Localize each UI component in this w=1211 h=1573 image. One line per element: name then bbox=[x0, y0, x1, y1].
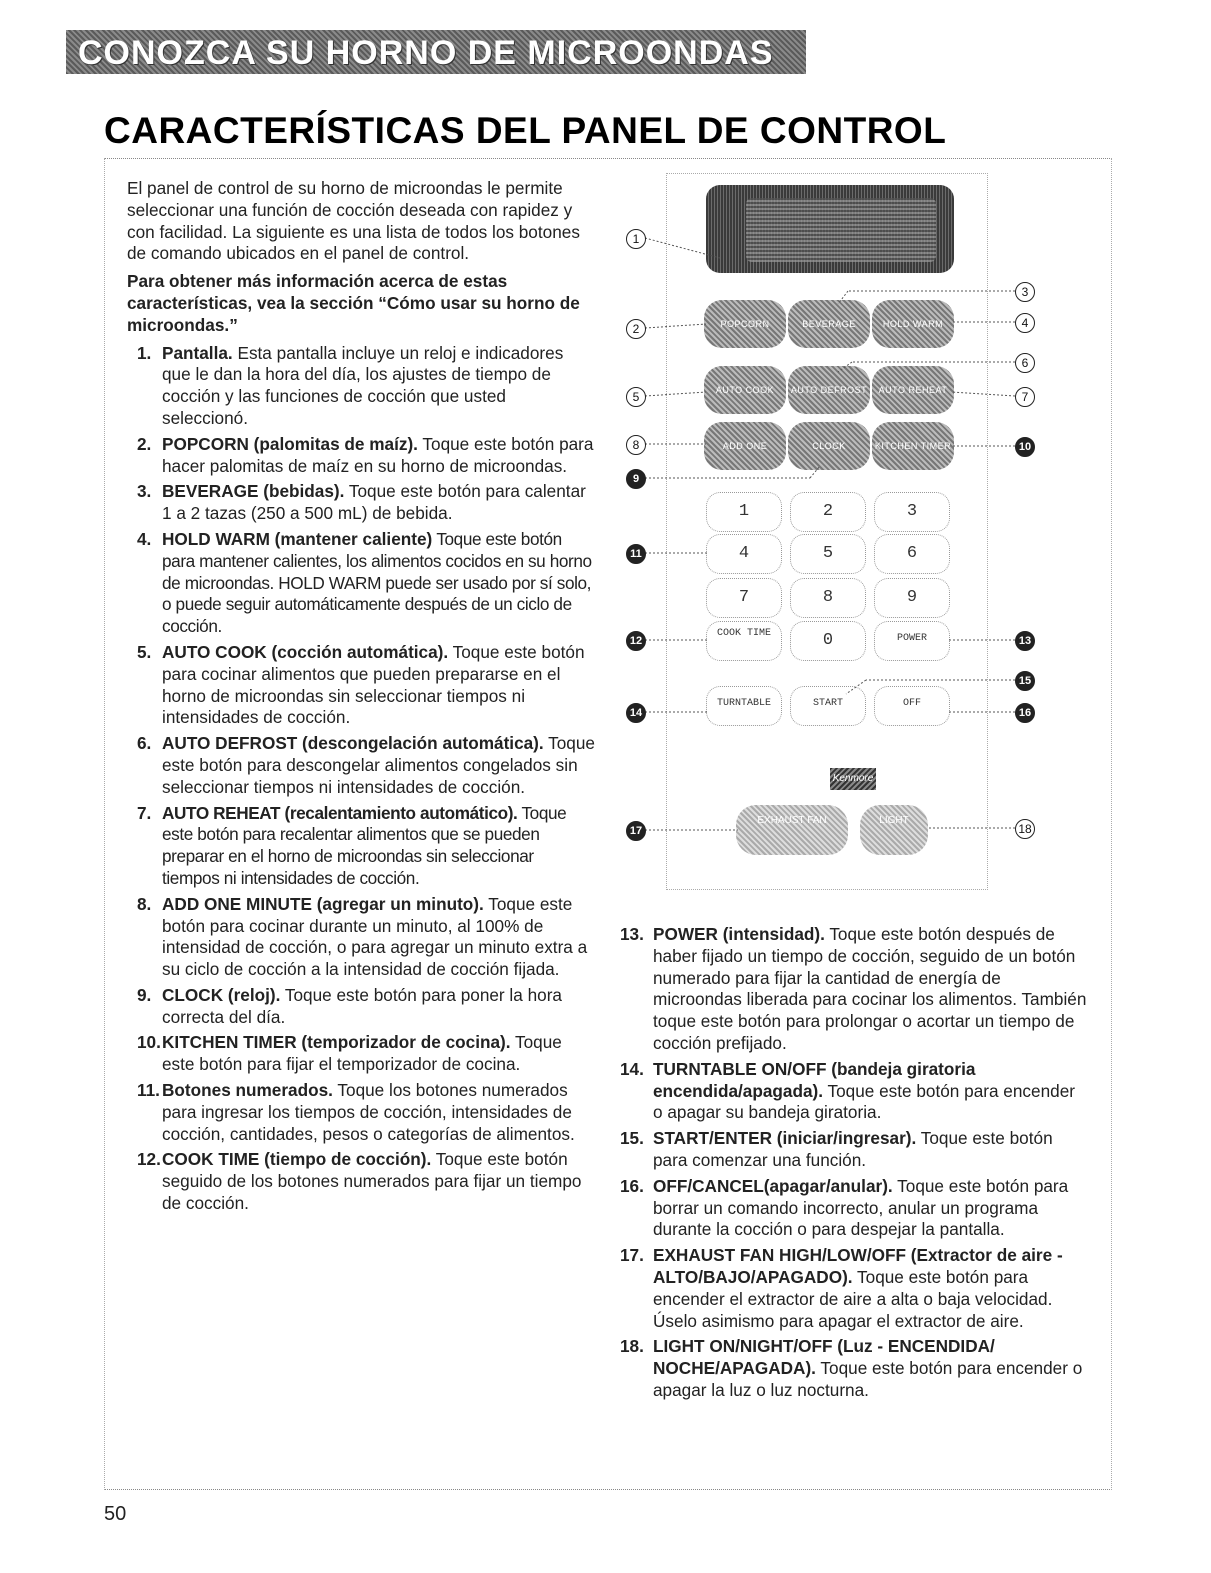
page-title: CARACTERÍSTICAS DEL PANEL DE CONTROL bbox=[104, 110, 947, 151]
list-item: 9. CLOCK (reloj). Toque este botón para poner la hora correcta del día. bbox=[137, 984, 562, 1027]
callout-11: 11 bbox=[626, 544, 646, 564]
hold-warm-key: HOLD WARM bbox=[872, 300, 954, 348]
power-key: POWER bbox=[874, 621, 950, 661]
key-4: 4 bbox=[706, 534, 782, 574]
list-item: 17. EXHAUST FAN HIGH/LOW/OFF (Extractor de aire - ALTO/BAJO/APAGADO). Toque este botón para encender el extractor de aire a alta o baja velocidad. Úselo asimismo para apagar el extractor de aire. bbox=[620, 1245, 1063, 1331]
key-9: 9 bbox=[874, 578, 950, 618]
list-item: 11. Botones numerados. Toque los botones numerados para ingresar los tiempos de cocción, intensidades de cocción, cantidades, pesos o categorías de alimentos. bbox=[137, 1080, 575, 1144]
list-item: 5. AUTO COOK (cocción automática). Toque este botón para cocinar alimentos que pueden prepararse en el horno de microondas sin seleccionar tiempos ni intensidades de cocción. bbox=[137, 641, 585, 728]
callout-5: 5 bbox=[626, 387, 646, 407]
off-key: OFF bbox=[874, 686, 950, 726]
list-item: 10. KITCHEN TIMER (temporizador de cocina). Toque este botón para fijar el temporizador de cocina. bbox=[137, 1032, 562, 1075]
kenmore-logo: Kenmore bbox=[830, 768, 876, 790]
key-3: 3 bbox=[874, 492, 950, 532]
key-2: 2 bbox=[790, 492, 866, 532]
auto-defrost-key: AUTO DEFROST bbox=[788, 366, 870, 414]
add-one-minute-key: ADD ONE MINUTE bbox=[704, 422, 786, 470]
key-5: 5 bbox=[790, 534, 866, 574]
list-item: 13. POWER (intensidad). Toque este botón después de haber fijado un tiempo de cocción, seguido de un botón numerado para fijar la cantidad de energía de microondas liberada para cocinar los alimentos. También toque este botón para prolongar o acortar un tiempo de cocción prefijado. bbox=[620, 924, 1087, 1053]
list-item: 14. TURNTABLE ON/OFF (bandeja giratoria encendida/apagada). Toque este botón para encender o apagar su bandeja giratoria. bbox=[620, 1058, 1075, 1123]
callout-18: 18 bbox=[1015, 819, 1035, 839]
list-item: 1. Pantalla. Esta pantalla incluye un reloj e indicadores que le dan la hora del día, los ajustes de tiempo de cocción y las funciones de cocción que usted seleccionó. bbox=[137, 342, 564, 428]
callout-8: 8 bbox=[626, 435, 646, 455]
popcorn-key: POPCORN bbox=[704, 300, 786, 348]
callout-9: 9 bbox=[626, 469, 646, 489]
light-key: LIGHT bbox=[860, 805, 928, 855]
callout-16: 16 bbox=[1015, 703, 1035, 723]
key-7: 7 bbox=[706, 578, 782, 618]
clock-key: CLOCK bbox=[788, 422, 870, 470]
list-item: 16. OFF/CANCEL(apagar/anular). Toque este botón para borrar un comando incorrecto, anular un programa durante la cocción o para despejar la pantalla. bbox=[620, 1175, 1069, 1240]
auto-reheat-key: AUTO REHEAT bbox=[872, 366, 954, 414]
callout-4: 4 bbox=[1015, 313, 1035, 333]
callout-14: 14 bbox=[626, 703, 646, 723]
list-item: 18. LIGHT ON/NIGHT/OFF (Luz - ENCENDIDA/ NOCHE/APAGADA). Toque este botón para encender o apagar la luz o luz nocturna. bbox=[620, 1336, 1083, 1400]
turntable-key: TURNTABLE bbox=[706, 686, 782, 726]
callout-13: 13 bbox=[1015, 631, 1035, 651]
key-0: 0 bbox=[790, 621, 866, 661]
list-item: 3. BEVERAGE (bebidas). Toque este botón para calentar 1 a 2 tazas (250 a 500 mL) de bebida. bbox=[137, 481, 586, 524]
intro-paragraph: El panel de control de su horno de microondas le permite seleccionar una función de cocción deseada con rapidez y con facilidad. La siguiente es una lista de todos los botones de comando ubicados en el panel de control. bbox=[127, 178, 580, 264]
callout-12: 12 bbox=[626, 631, 646, 651]
list-item: 2. POPCORN (palomitas de maíz). Toque este botón para hacer palomitas de maíz en su horno de microondas. bbox=[137, 433, 594, 476]
callout-6: 6 bbox=[1015, 353, 1035, 373]
auto-cook-key: AUTO COOK bbox=[704, 366, 786, 414]
page-number: 50 bbox=[104, 1503, 127, 1525]
key-8: 8 bbox=[790, 578, 866, 618]
callout-17: 17 bbox=[626, 821, 646, 841]
kitchen-timer-key: KITCHEN TIMER bbox=[872, 422, 954, 470]
callout-15: 15 bbox=[1015, 671, 1035, 691]
list-item: 12. COOK TIME (tiempo de cocción). Toque este botón seguido de los botones numerados para fijar un tiempo de cocción. bbox=[137, 1149, 582, 1214]
callout-10: 10 bbox=[1015, 437, 1035, 457]
list-item: 6. AUTO DEFROST (descongelación automática). Toque este botón para descongelar alimentos congelados sin seleccionar tiempos ni intensidades de cocción. bbox=[137, 733, 595, 797]
section-banner-text: CONOZCA SU HORNO DE MICROONDAS bbox=[78, 34, 774, 72]
callout-2: 2 bbox=[626, 319, 646, 339]
list-item: 4. HOLD WARM (mantener caliente) Toque este botón para mantener calientes, los alimentos cocidos en su horno de microondas. HOLD WARM puede ser usado por sí solo, o puede seguir automáticamente después de un ciclo de cocción. bbox=[137, 528, 592, 637]
callout-7: 7 bbox=[1015, 387, 1035, 407]
callout-3: 3 bbox=[1015, 282, 1035, 302]
list-item: 8. ADD ONE MINUTE (agregar un minuto). Toque este botón para cocinar durante un minuto, al 100% de intensidad de cocción, o para agregar un minuto extra a su ciclo de cocción a la intensidad de cocción fijada. bbox=[137, 893, 588, 980]
key-6: 6 bbox=[874, 534, 950, 574]
exhaust-fan-key: EXHAUST FAN bbox=[736, 805, 848, 855]
list-item: 15. START/ENTER (iniciar/ingresar). Toque este botón para comenzar una función. bbox=[620, 1128, 1053, 1170]
callout-1: 1 bbox=[626, 229, 646, 249]
list-item: 7. AUTO REHEAT (recalentamiento automático). Toque este botón para recalentar alimentos que se pueden preparar en el horno de microondas sin seleccionar tiempos ni intensidades de cocción. bbox=[137, 802, 567, 888]
beverage-key: BEVERAGE bbox=[788, 300, 870, 348]
more-info-note: Para obtener más información acerca de estas características, vea la sección “Cómo usar su horno de microondas.” bbox=[127, 271, 580, 335]
start-key: START bbox=[790, 686, 866, 726]
cook-time-key: COOK TIME bbox=[706, 621, 782, 661]
key-1: 1 bbox=[706, 492, 782, 532]
